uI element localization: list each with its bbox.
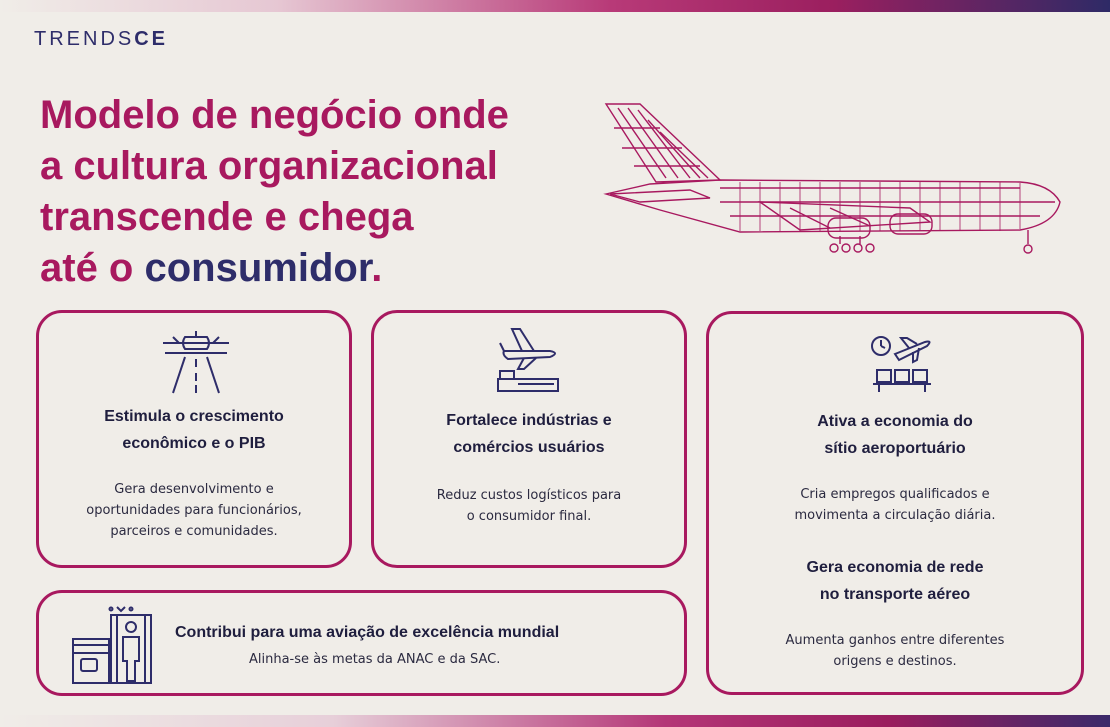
brand-logo: TRENDSCE xyxy=(34,28,169,50)
airport-waiting-area-icon xyxy=(869,334,935,396)
card-economic-growth xyxy=(36,310,352,568)
card-title: Estimula o crescimento econômico e o PIB xyxy=(104,408,284,452)
card-subdescription: Aumenta ganhos entre diferentes origens e destinos. xyxy=(785,633,1005,669)
card-subtitle: Gera economia de rede no transporte aéreo xyxy=(806,559,984,603)
card-title: Contribui para uma aviação de excelência mundial xyxy=(175,624,560,641)
page-title xyxy=(40,90,600,294)
title-line-1: Modelo de negócio onde xyxy=(40,93,509,137)
airplane-terminal-icon xyxy=(494,321,564,393)
card-title: Ativa a economia do sítio aeroportuário xyxy=(817,413,973,457)
card-airport-economy xyxy=(706,311,1084,695)
airplane-cutaway-illustration xyxy=(600,98,1070,263)
title-line-3: transcende e chega xyxy=(40,195,414,239)
card-aviation-excellence xyxy=(36,590,687,696)
card-description: Reduz custos logísticos para o consumidor final. xyxy=(436,488,622,524)
card-description: Cria empregos qualificados e movimenta a circulação diária. xyxy=(794,487,996,523)
bottom-gradient-bar xyxy=(0,715,1110,727)
title-accent-word: consumidor xyxy=(144,246,372,290)
title-line-4: até o consumidor. xyxy=(40,246,383,290)
card-description: Gera desenvolvimento e oportunidades para funcionários, parceiros e comunidades. xyxy=(86,482,302,539)
security-scanner-icon xyxy=(71,603,161,687)
title-line-2: a cultura organizacional xyxy=(40,144,498,188)
top-gradient-bar xyxy=(0,0,1110,12)
airplane-runway-icon xyxy=(159,323,233,395)
card-industries-commerce xyxy=(371,310,687,568)
card-description: Alinha-se às metas da ANAC e da SAC. xyxy=(249,652,501,667)
card-title: Fortalece indústrias e comércios usuários xyxy=(446,412,612,456)
